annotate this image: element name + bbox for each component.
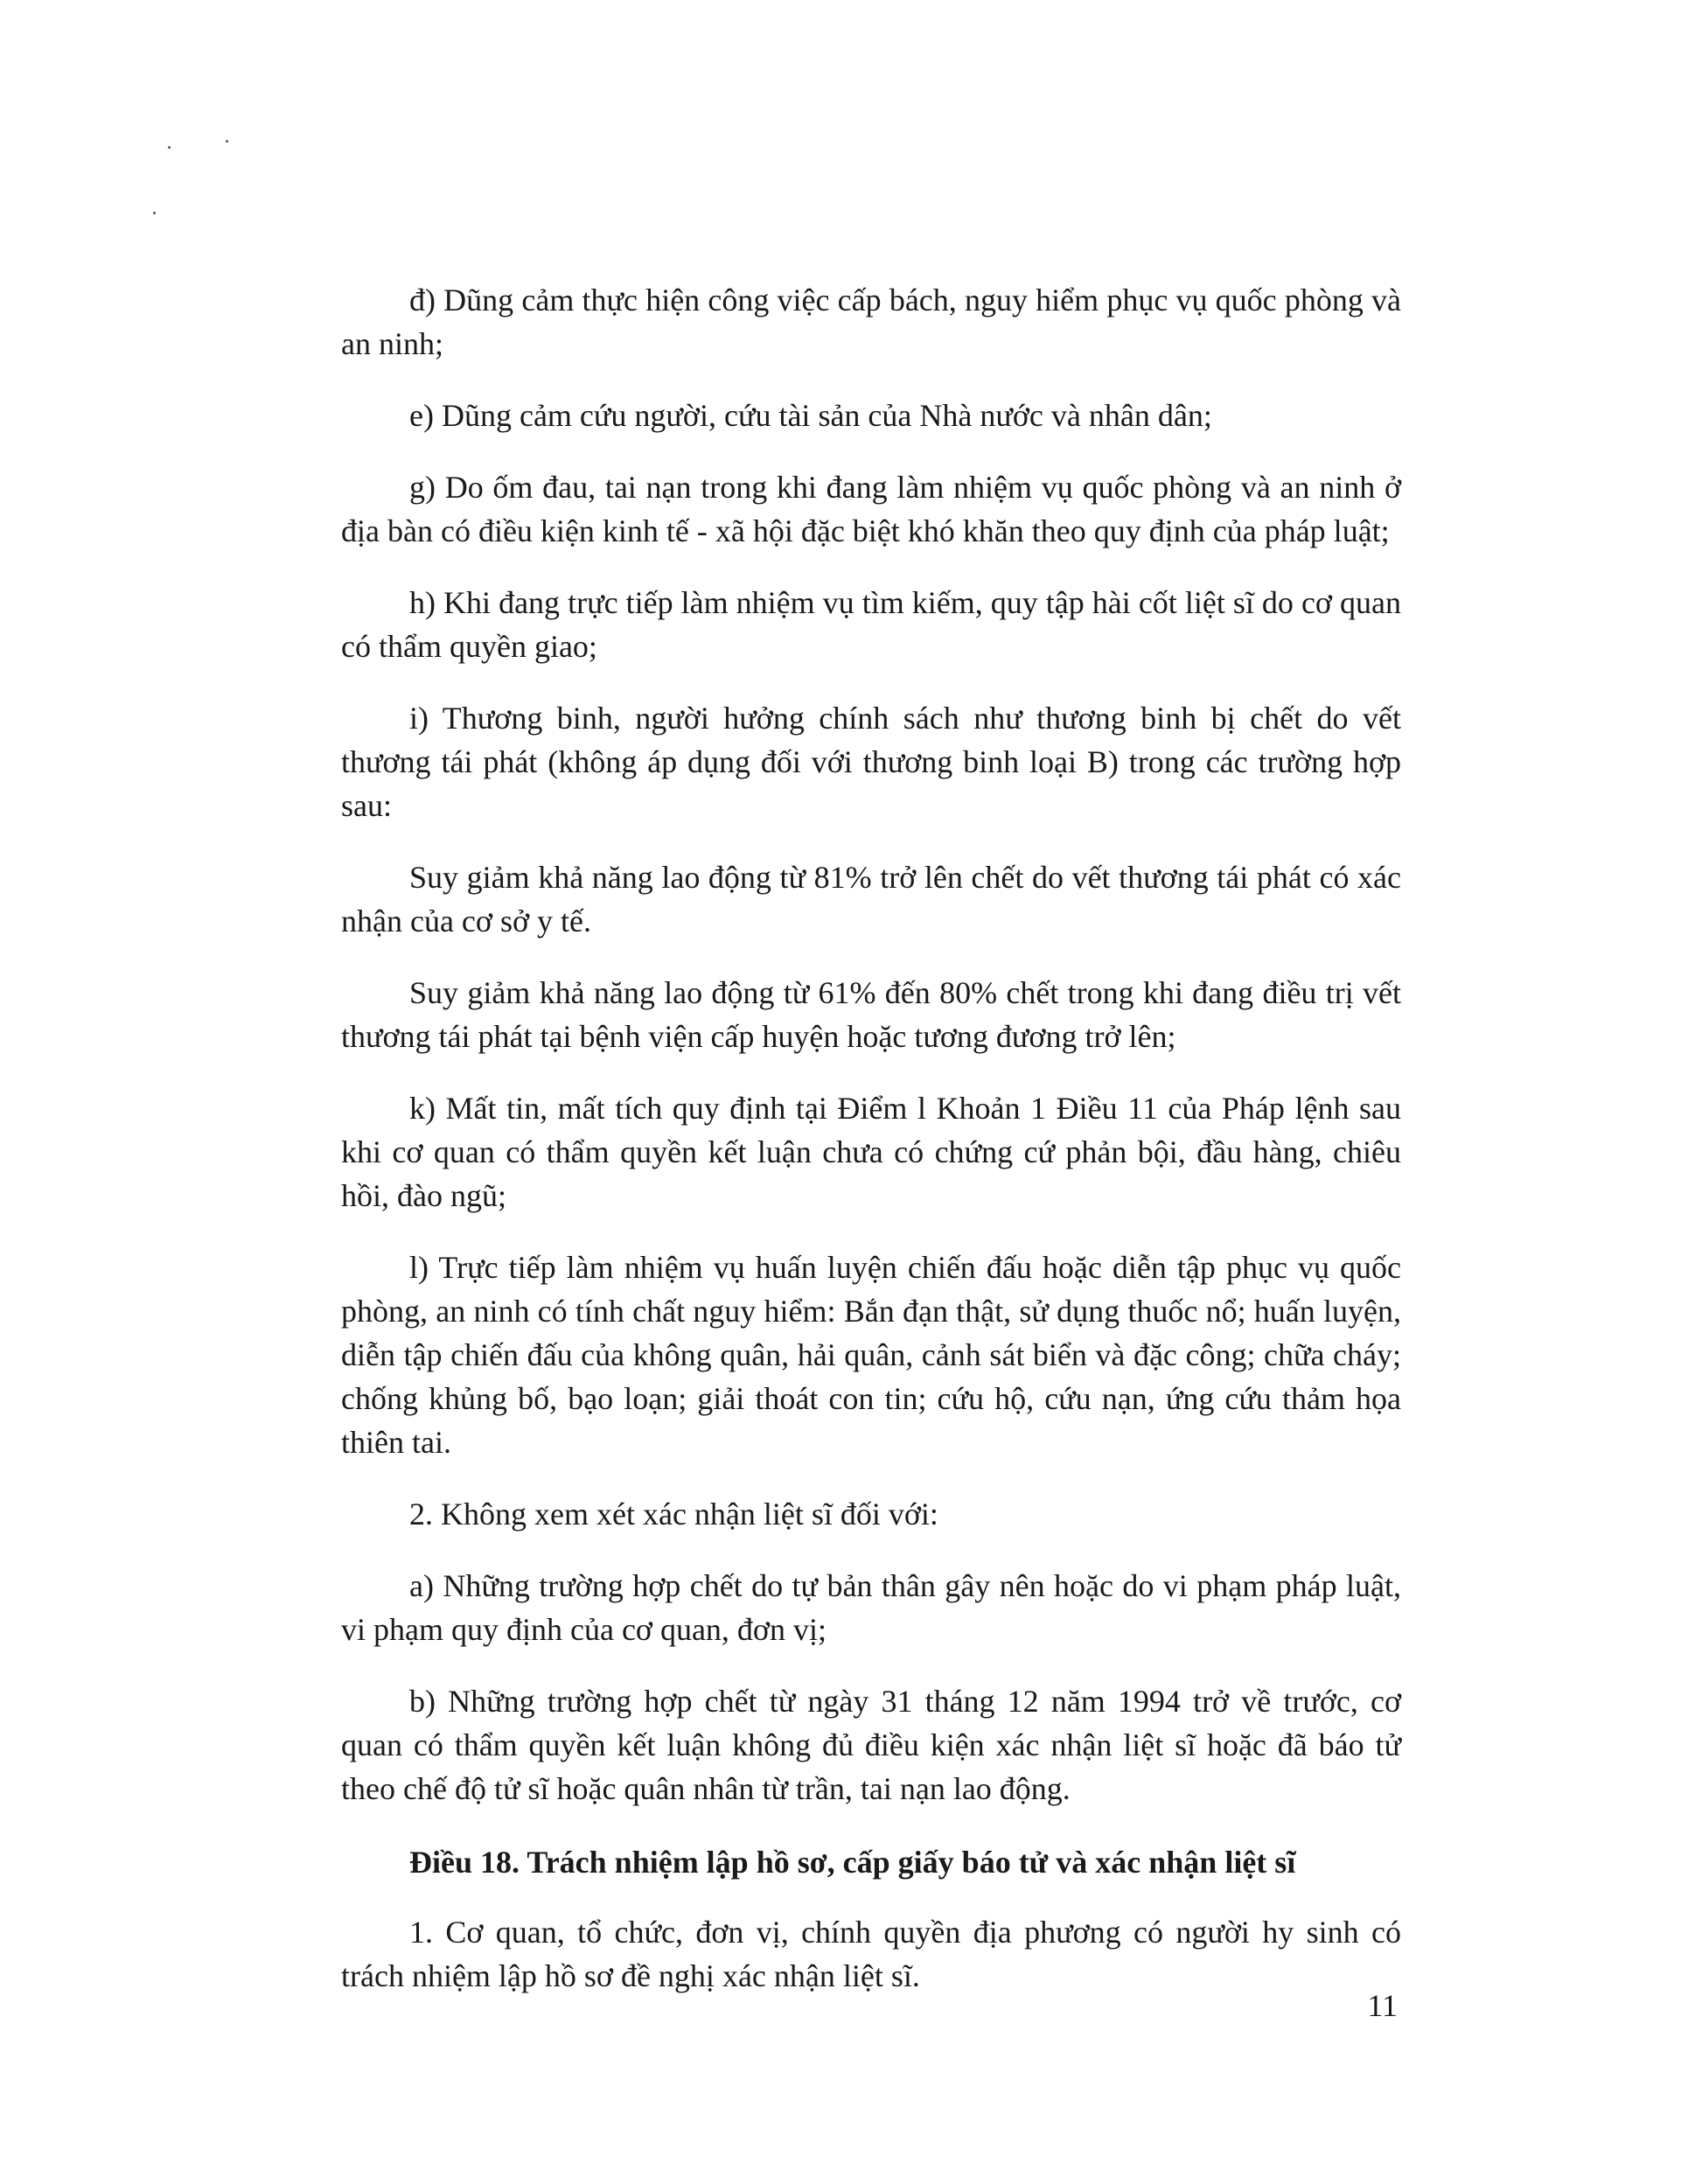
scan-speck <box>168 146 171 149</box>
paragraph-h: h) Khi đang trực tiếp làm nhiệm vụ tìm kiếm, quy tập hài cốt liệt sĩ do cơ quan có thẩm quyền giao; <box>341 585 1401 664</box>
paragraph-clause-2a: a) Những trường hợp chết do tự bản thân gây nên hoặc do vi phạm pháp luật, vi phạm quy định của cơ quan, đơn vị; <box>341 1568 1401 1647</box>
paragraph-i-case-2: Suy giảm khả năng lao động từ 61% đến 80% chết trong khi đang điều trị vết thương tái phát tại bệnh viện cấp huyện hoặc tương đương trở lên; <box>341 975 1401 1054</box>
paragraph-i: i) Thương binh, người hưởng chính sách như thương binh bị chết do vết thương tái phát (không áp dụng đối với thương binh loại B) trong các trường hợp sau: <box>341 701 1401 823</box>
scan-speck <box>153 212 156 214</box>
paragraph-i-case-1: Suy giảm khả năng lao động từ 81% trở lên chết do vết thương tái phát có xác nhận của cơ sở y tế. <box>341 860 1401 938</box>
paragraph-g: g) Do ốm đau, tai nạn trong khi đang làm nhiệm vụ quốc phòng và an ninh ở địa bàn có điều kiện kinh tế - xã hội đặc biệt khó khăn theo quy định của pháp luật; <box>341 470 1401 548</box>
paragraph-e: e) Dũng cảm cứu người, cứu tài sản của Nhà nước và nhân dân; <box>409 398 1212 433</box>
paragraph-k: k) Mất tin, mất tích quy định tại Điểm l Khoản 1 Điều 11 của Pháp lệnh sau khi cơ quan có thẩm quyền kết luận chưa có chứng cứ phản bội, đầu hàng, chiêu hồi, đào ngũ; <box>341 1091 1401 1213</box>
paragraph-l: l) Trực tiếp làm nhiệm vụ huấn luyện chiến đấu hoặc diễn tập phục vụ quốc phòng, an ninh có tính chất nguy hiểm: Bắn đạn thật, sử dụng thuốc nổ; huấn luyện, diễn tập chiến đấu của không quân, hải quân, cảnh sát biển và đặc công; chữa cháy; chống khủng bố, bạo loạn; giải thoát con tin; cứu hộ, cứu nạn, ứng cứu thảm họa thiên tai. <box>341 1250 1401 1460</box>
paragraph-clause-2b: b) Những trường hợp chết từ ngày 31 tháng 12 năm 1994 trở về trước, cơ quan có thẩm quyền kết luận không đủ điều kiện xác nhận liệt sĩ hoặc đã báo tử theo chế độ tử sĩ hoặc quân nhân từ trần, tai nạn lao động. <box>341 1684 1401 1806</box>
scan-speck <box>226 140 228 143</box>
document-body <box>341 278 1401 2026</box>
article-18-heading: Điều 18. Trách nhiệm lập hồ sơ, cấp giấy báo tử và xác nhận liệt sĩ <box>409 1845 1296 1880</box>
paragraph-clause-2: 2. Không xem xét xác nhận liệt sĩ đối với: <box>409 1497 938 1532</box>
paragraph-article-18-clause-1: 1. Cơ quan, tổ chức, đơn vị, chính quyền địa phương có người hy sinh có trách nhiệm lập hồ sơ đề nghị xác nhận liệt sĩ. <box>341 1915 1401 1993</box>
paragraph-d: đ) Dũng cảm thực hiện công việc cấp bách, nguy hiểm phục vụ quốc phòng và an ninh; <box>341 283 1401 361</box>
page-number: 11 <box>1367 1988 1398 2023</box>
